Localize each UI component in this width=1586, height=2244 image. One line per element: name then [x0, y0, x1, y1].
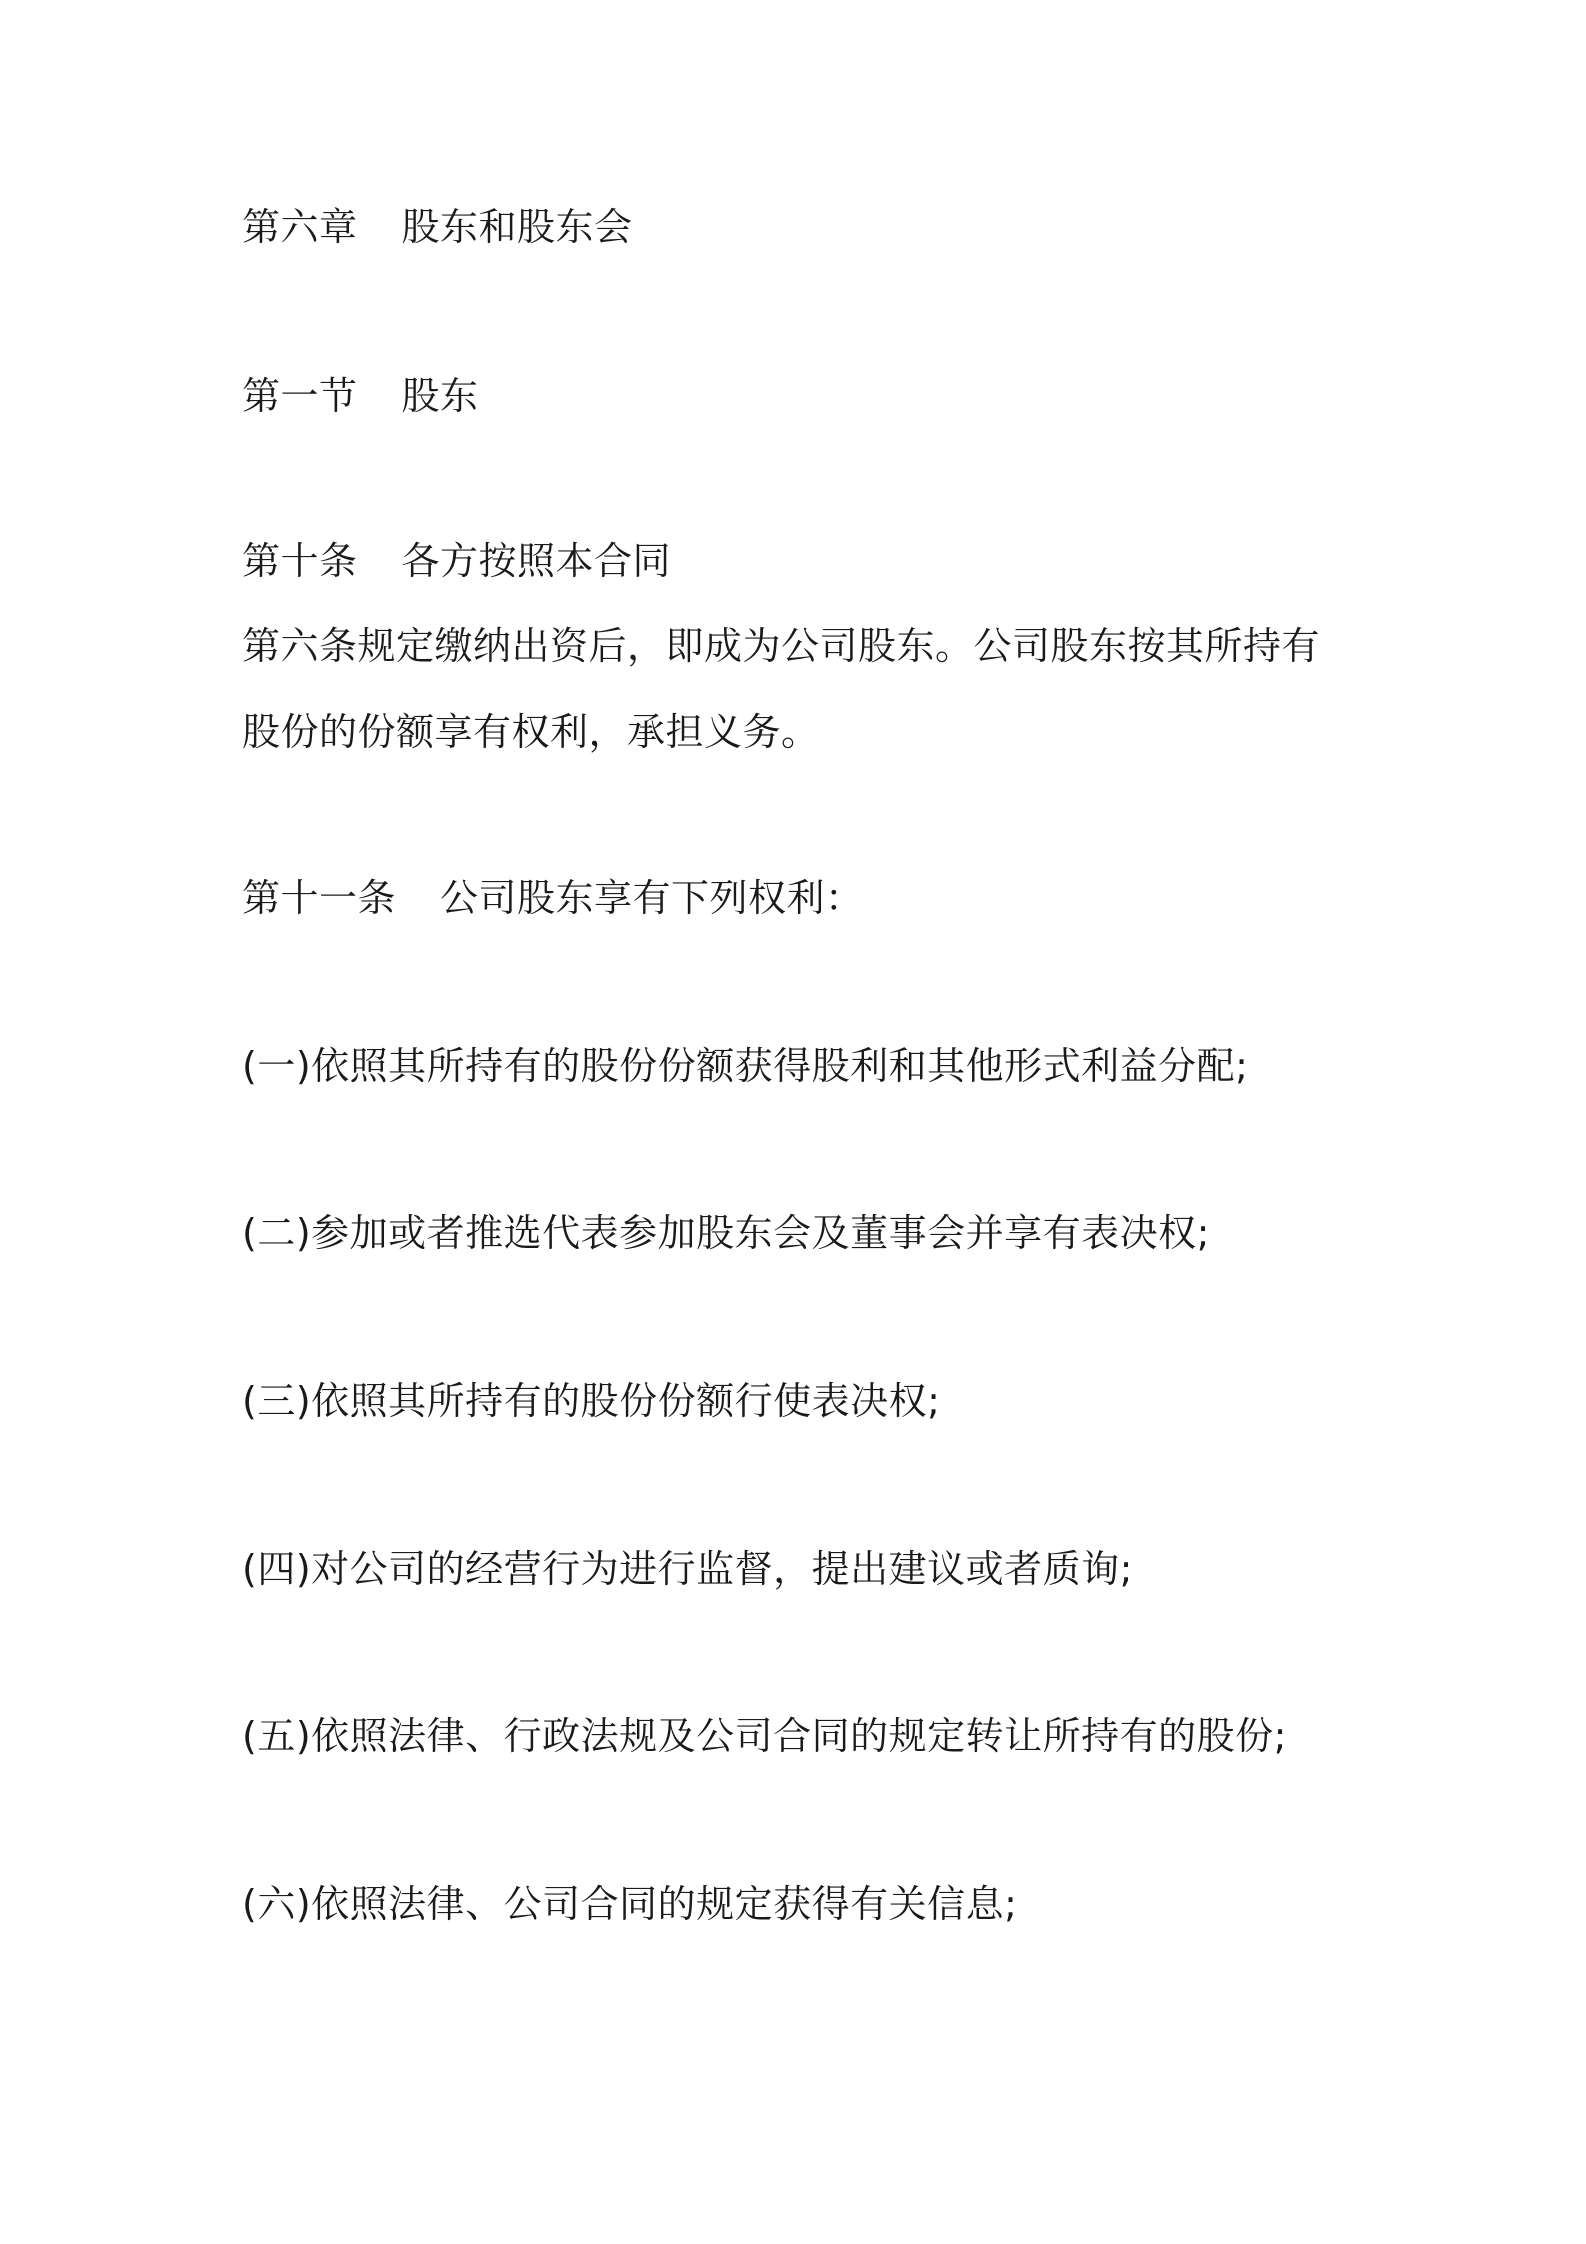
article-11-title: 公司股东享有下列权利： [440, 876, 864, 920]
article-11-number: 第十一条 [242, 876, 397, 920]
article-11-item-1: (一)依照其所持有的股份份额获得股利和其他形式利益分配; [242, 1044, 1249, 1088]
article-11-heading [242, 874, 864, 922]
section-number: 第一节 [242, 374, 358, 418]
article-10-body-line-1: 第六条规定缴纳出资后，即成为公司股东。公司股东按其所持有 [242, 624, 1321, 668]
article-10-heading [242, 537, 671, 585]
chapter-title: 股东和股东会 [401, 205, 633, 249]
section-heading [242, 372, 479, 420]
article-11-item-6: (六)依照法律、公司合同的规定获得有关信息; [242, 1882, 1018, 1926]
section-title: 股东 [401, 374, 479, 418]
article-11-item-2: (二)参加或者推选代表参加股东会及董事会并享有表决权; [242, 1211, 1210, 1255]
article-11-item-3: (三)依照其所持有的股份份额行使表决权; [242, 1379, 941, 1423]
article-10-number: 第十条 [242, 539, 358, 583]
article-10-body-line-2: 股份的份额享有权利，承担义务。 [242, 710, 820, 754]
article-11-item-5: (五)依照法律、行政法规及公司合同的规定转让所持有的股份; [242, 1714, 1287, 1758]
article-11-item-4: (四)对公司的经营行为进行监督，提出建议或者质询; [242, 1547, 1133, 1591]
chapter-number: 第六章 [242, 205, 358, 249]
chapter-heading [242, 203, 633, 251]
article-10-title: 各方按照本合同 [401, 539, 672, 583]
